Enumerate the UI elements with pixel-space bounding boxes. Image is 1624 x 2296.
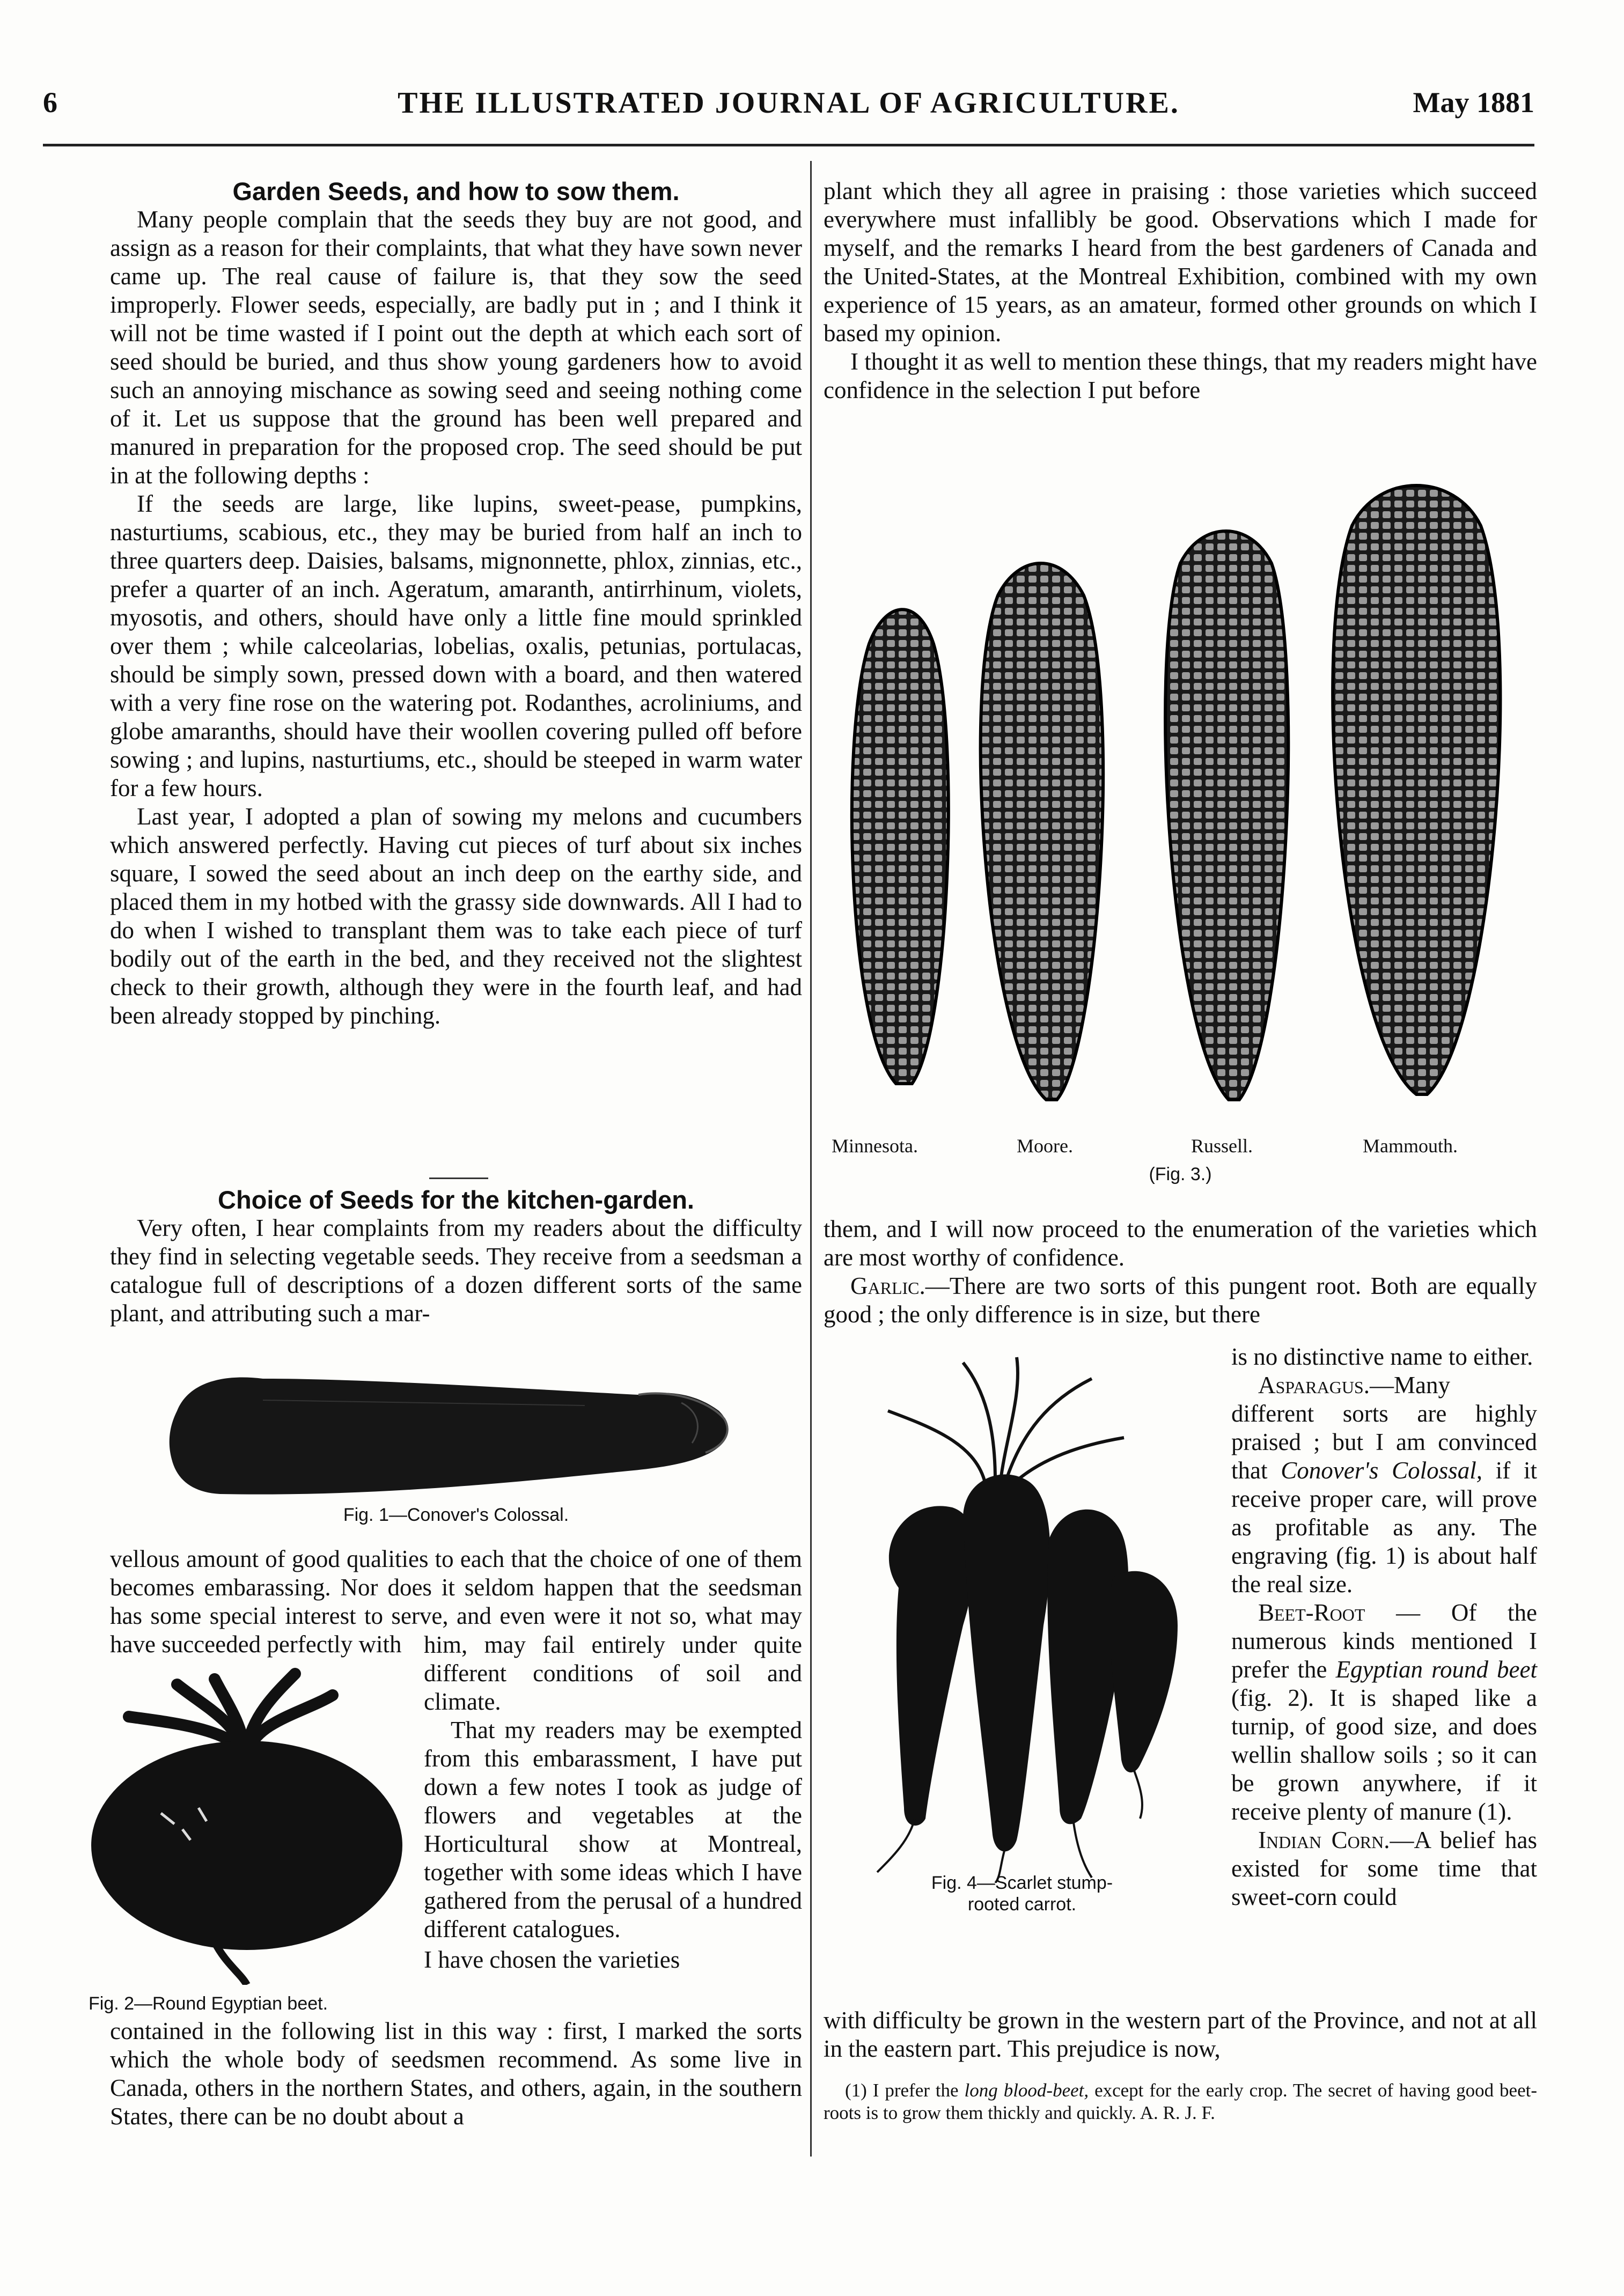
figure-asparagus	[156, 1352, 746, 1525]
page-header	[43, 86, 1534, 129]
left-column-top	[110, 177, 802, 1030]
figure-caption: (Fig. 3.)	[1149, 1164, 1212, 1184]
right-column-beside-carrots	[1231, 1343, 1537, 1911]
asparagus-illustration	[156, 1352, 746, 1513]
figure-caption: Fig. 2—Round Egyptian beet.	[89, 1993, 328, 2014]
paragraph: Last year, I adopted a plan of sowing my melons and cucumbers which answered perfectly. Having cut pieces of turf about six inches square, I sowed the seed about an inch deep on the earthy side, and placed them in my hotbed with the grassy side downwards. All I had to do when I wished to transplant them was to take each piece of turf bodily out of the earth in the bed, and they received not the slightest check to their growth, although they were in the fourth leaf, and had been already stopped by pinching.	[110, 803, 802, 1029]
asparagus-variety: Conover's Colossal,	[1281, 1457, 1482, 1484]
paragraph: plant which they all agree in praising : those varieties which succeed everywhere must infallibly be good. Observations which I made for myself, and the remarks I heard from the best gardeners of Canada and the United-States, at the Montreal Exhibition, combined with my own experience of 15 years, as an amateur, formed other grounds on which I based my opinion.	[824, 178, 1537, 347]
section-title-choice-of-seeds: Choice of Seeds for the kitchen-garden.	[218, 1186, 694, 1214]
carrot-left	[889, 1506, 976, 1826]
indian-corn-heading: Indian Corn.	[1258, 1827, 1390, 1853]
paragraph: them, and I will now proceed to the enumeration of the varieties which are most worthy of confidence.	[824, 1216, 1537, 1271]
figure-caption: Fig. 4—Scarlet stump-rooted carrot.	[931, 1873, 1113, 1915]
beet-illustration	[80, 1663, 413, 1985]
paragraph: Very often, I hear complaints from my readers about the difficulty they find in selecting vegetable seeds. They receive from a seedsman a catalogue full of descriptions of a dozen different sorts of the same plant, and attributing such a mar-	[110, 1215, 802, 1327]
left-column-mid	[110, 1186, 802, 1328]
left-column-beside-beet	[424, 1631, 802, 1974]
section-separator	[429, 1178, 488, 1179]
paragraph: I thought it as well to mention these things, that my readers might have confidence in the selection I put before	[824, 348, 1537, 403]
right-column-mid	[824, 1215, 1537, 1329]
carrot-far-right	[1109, 1571, 1178, 1772]
beet-text-end: (fig. 2). It is shaped like a turnip, of good size, and does wellin shallow soils ; so it can be grown anywhere, if it receive plenty of manure (1).	[1231, 1684, 1537, 1825]
garlic-text: —There are two sorts of this pungent root. Both are equally good ; the only difference is in size, but there	[824, 1272, 1537, 1328]
carrot-illustration	[824, 1346, 1226, 1883]
footnote-variety: long blood-beet,	[964, 2080, 1089, 2101]
indian-corn-text: —A belief has existed for some time that sweet-corn could	[1231, 1827, 1538, 1910]
corn-ear-minnesota	[852, 609, 949, 1084]
figure-carrots	[824, 1346, 1226, 1915]
footnote	[824, 2079, 1537, 2124]
corn-label-russell: Russell.	[1191, 1135, 1253, 1157]
asparagus-text: —Many different sorts are highly praised ; but I am convinced that	[1231, 1372, 1537, 1484]
footnote-text-end: except for the early crop. The secret of having good beet-roots is to grow them thickly and quickly. A. R. J. F.	[824, 2080, 1537, 2123]
corn-ears-illustration	[826, 467, 1540, 1164]
corn-label-moore: Moore.	[1017, 1135, 1073, 1157]
journal-title: THE ILLUSTRATED JOURNAL OF AGRICULTURE.	[398, 86, 1180, 120]
paragraph: I have chosen the varieties	[424, 1946, 680, 1973]
beet-variety: Egyptian round beet	[1335, 1656, 1537, 1683]
paragraph-asparagus	[1231, 1371, 1537, 1599]
beet-heading: Beet-Root	[1258, 1599, 1365, 1626]
paragraph: vellous amount of good qualities to each that the choice of one of them becomes embarassing. Nor does it seldom happen that the seedsman has some special interest to serve, and even were it not so, what may have succeeded perfectly with	[110, 1546, 802, 1658]
garlic-heading: Garlic.	[850, 1272, 925, 1299]
paragraph: If the seeds are large, like lupins, sweet-pease, pumpkins, nasturtiums, scabious, etc., they may be buried from half an inch to three quarters deep. Daisies, balsams, mignonnette, phlox, zinnias, etc., prefer a quarter of an inch. Ageratum, amaranth, antirrhinum, violets, myosotis, and others, should have only a little fine mould sprinkled over them ; while calceolarias, lobelias, oxalis, petunias, portulacas, should be simply sown, pressed down with a board, and then watered with a very fine rose on the watering pot. Rodanthes, acroliniums, and globe amaranths, should have their woollen covering pulled off before sowing ; and lupins, nasturtiums, etc., should be steeped in warm water for a few hours.	[110, 490, 802, 801]
beet-text: — Of the numerous kinds mentioned I prefer the	[1231, 1599, 1537, 1683]
corn-ear-mammouth	[1333, 485, 1500, 1094]
section-title-garden-seeds: Garden Seeds, and how to sow them.	[232, 177, 680, 205]
header-rule	[43, 144, 1534, 146]
asparagus-heading: Asparagus.	[1258, 1372, 1370, 1399]
paragraph-beet-root	[1231, 1599, 1537, 1826]
asparagus-text-end: if it receive proper care, will prove as profitable as any. The engraving (fig. 1) is about half the real size.	[1231, 1457, 1538, 1598]
corn-label-mammouth: Mammouth.	[1363, 1135, 1458, 1157]
paragraph-garlic	[824, 1272, 1537, 1329]
garlic-continued: is no distinctive name to either.	[1231, 1343, 1533, 1370]
paragraph: Many people complain that the seeds they buy are not good, and assign as a reason for their complaints, that what they have sown never came up. The real cause of failure is, that they sow the seed improperly. Flower seeds, especially, are badly put in ; and I think it will not be time wasted if I point out the depth at which each sort of seed should be buried, and thus show young gardeners how to avoid such an annoying mischance as sowing seed and seeing nothing come of it. Let us suppose that the ground has been well prepared and manured in preparation for the proposed crop. The seed should be put in at the following depths :	[110, 206, 802, 489]
paragraph-indian-corn	[1231, 1826, 1537, 1911]
paragraph: him, may fail entirely under quite different conditions of soil and climate.	[424, 1631, 802, 1715]
figure-caption: Fig. 1—Conover's Colossal.	[343, 1505, 569, 1525]
paragraph: That my readers may be exempted from this embarassment, I have put down a few notes I took as judge of flowers and vegetables at the Horticultural show at Montreal, together with some ideas which I have gathered from the perusal of a hundred different catalogues.	[424, 1717, 802, 1942]
page-number: 6	[43, 86, 57, 119]
corn-label-minnesota: Minnesota.	[832, 1135, 918, 1157]
footnote-text: (1) I prefer the	[845, 2080, 965, 2101]
carrot-center	[963, 1474, 1050, 1851]
paragraph: contained in the following list in this way : first, I marked the sorts which the whole body of seedsmen recommend. As some live in Canada, others in the northern States, and others, again, in the southern States, there can be no doubt about a	[110, 2018, 802, 2130]
column-divider	[810, 161, 812, 2157]
figure-corn-varieties	[826, 467, 1540, 1207]
corn-ear-moore	[981, 563, 1103, 1100]
left-column-bottom	[110, 2017, 802, 2131]
paragraph: with difficulty be grown in the western part of the Province, and not at all in the eastern part. This prejudice is now,	[824, 2007, 1537, 2062]
right-column-top	[824, 177, 1537, 404]
issue-date: May 1881	[1413, 86, 1534, 119]
figure-beet	[80, 1663, 413, 1996]
corn-ear-russell	[1165, 531, 1288, 1100]
right-column-bottom	[824, 2006, 1537, 2124]
